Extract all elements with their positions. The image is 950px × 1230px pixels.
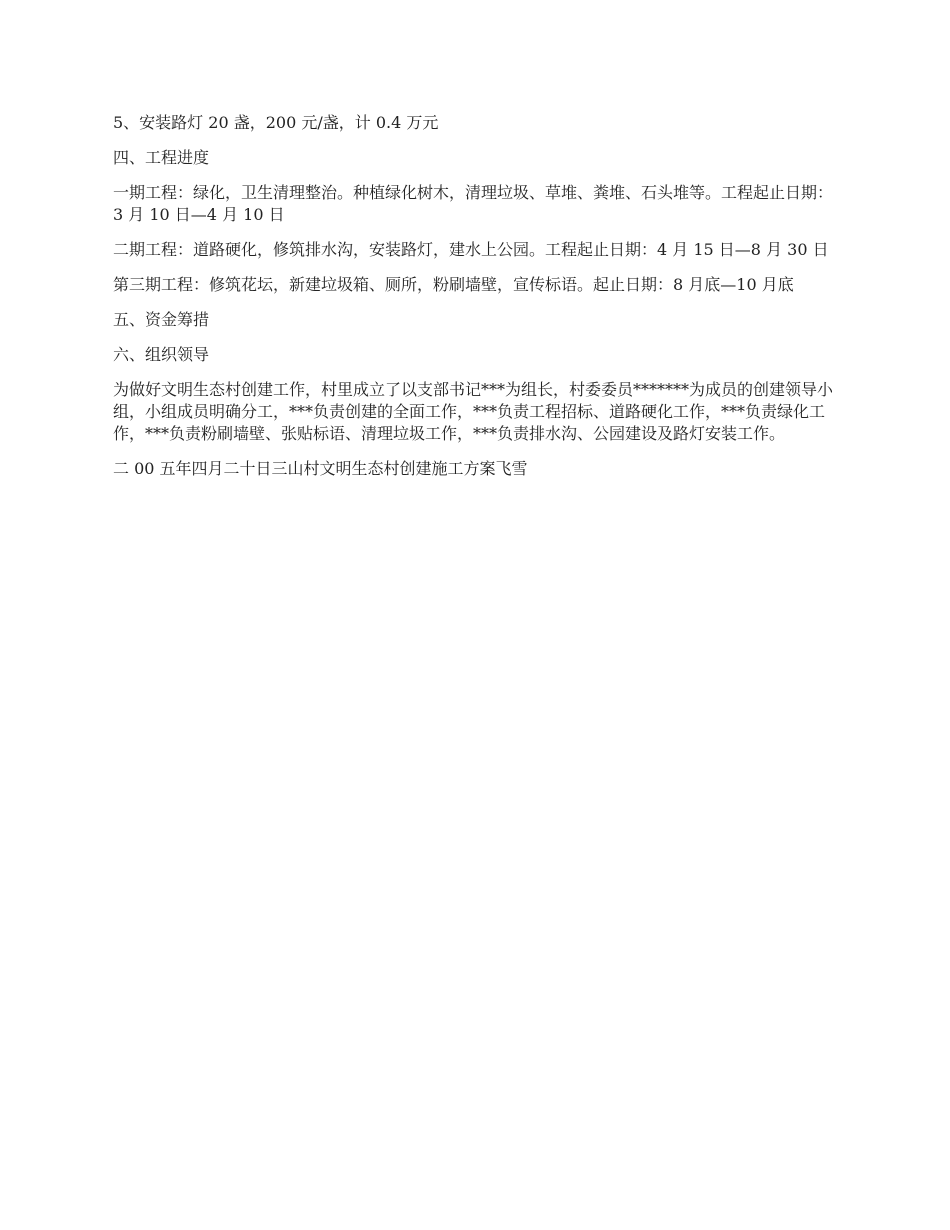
section-heading-funding: 五、资金筹措 bbox=[113, 310, 210, 329]
budget-item-streetlights: 5、安装路灯 20 盏，200 元/盏，计 0.4 万元 bbox=[113, 113, 439, 132]
closing-line: 二 00 五年四月二十日三山村文明生态村创建施工方案飞雪 bbox=[113, 459, 528, 478]
section-heading-progress: 四、工程进度 bbox=[113, 148, 210, 167]
section-heading-leadership: 六、组织领导 bbox=[113, 345, 210, 364]
phase-three-paragraph: 第三期工程：修筑花坛，新建垃圾箱、厕所，粉刷墙壁，宣传标语。起止日期：8 月底—10 月底 bbox=[113, 275, 794, 294]
phase-two-paragraph: 二期工程：道路硬化，修筑排水沟，安装路灯，建水上公园。工程起止日期：4 月 15 日—8 月 30 日 bbox=[113, 240, 829, 259]
leadership-paragraph: 为做好文明生态村创建工作，村里成立了以支部书记***为组长，村委委员*******为成员的创建领导小组，小组成员明确分工，***负责创建的全面工作，***负责工程招标、道路硬化工作，***负责绿化工作，***负责粉刷墙壁、张贴标语、清理垃圾工作，***负责排水沟、公园建设及路灯安装工作。 bbox=[113, 380, 834, 443]
document-page bbox=[113, 112, 840, 493]
phase-one-paragraph: 一期工程：绿化，卫生清理整治。种植绿化树木，清理垃圾、草堆、粪堆、石头堆等。工程起止日期：3 月 10 日—4 月 10 日 bbox=[113, 183, 834, 224]
